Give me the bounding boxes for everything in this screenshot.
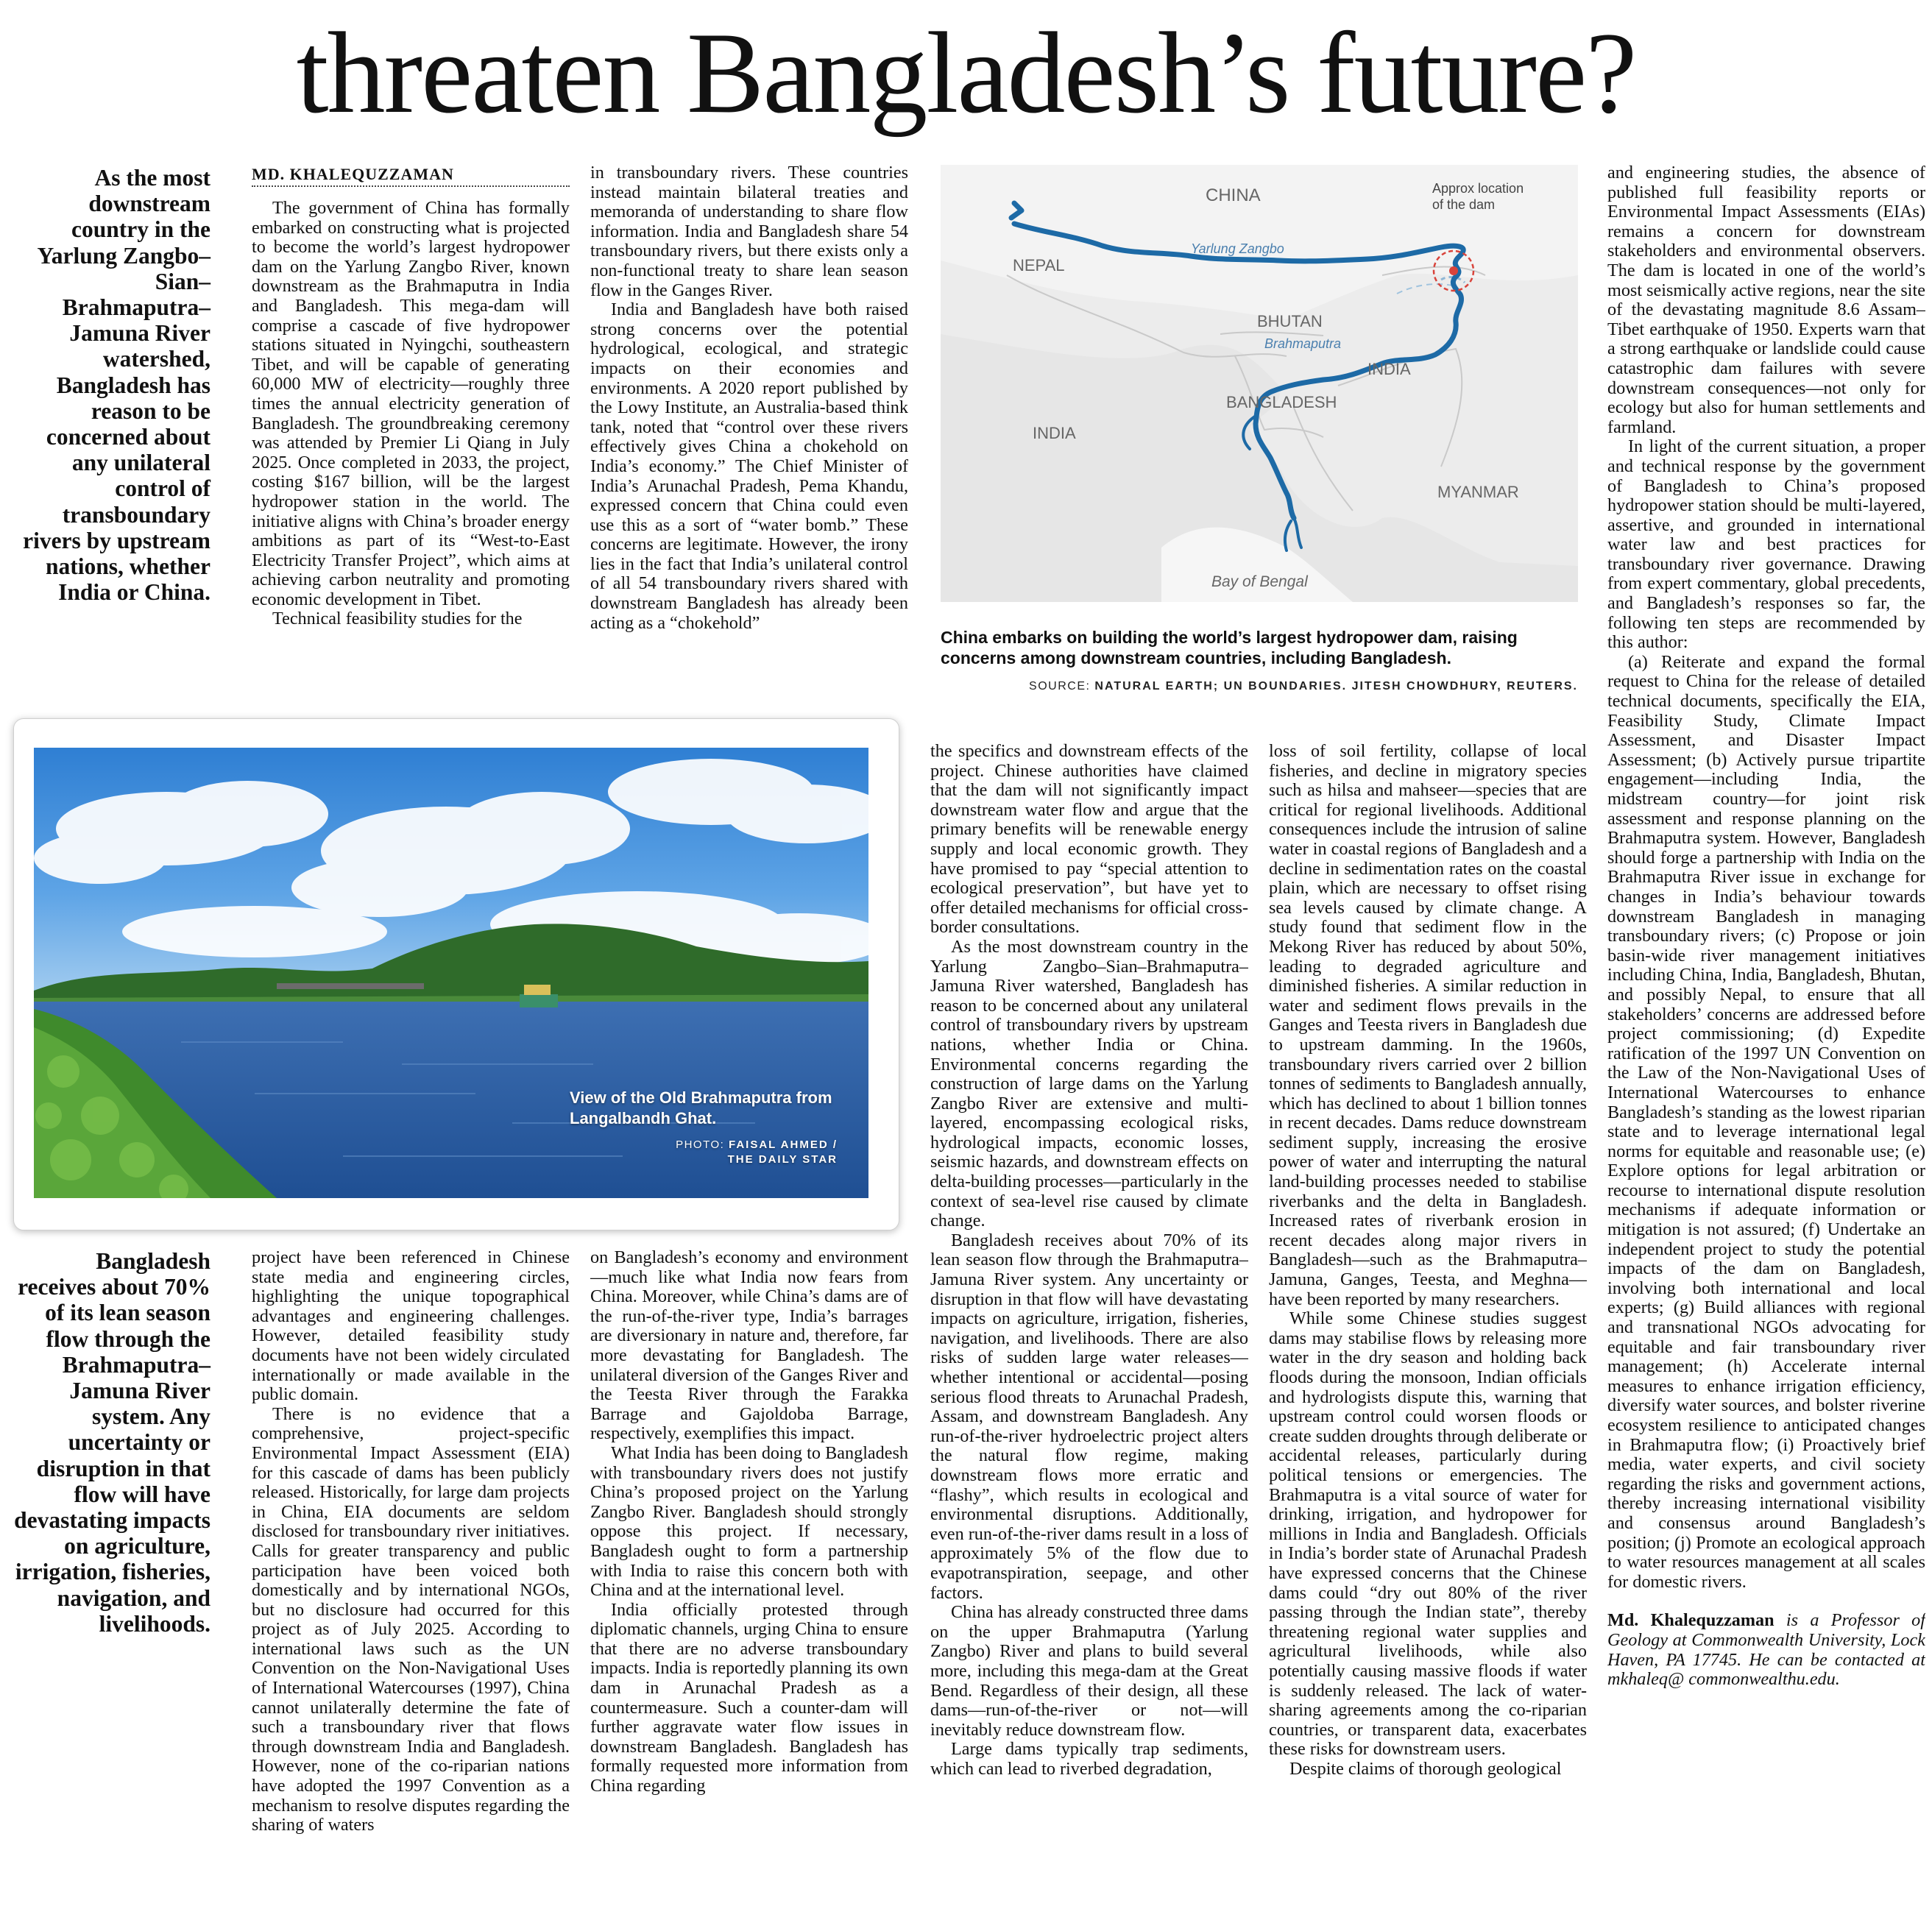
article-column-3 (930, 742, 1248, 1894)
author-bio-text: is a Professor of Geology at Commonwealth University, Lock Haven, PA 17745. He can be contacted at mkhaleq@ commonwealthu.edu. (1607, 1610, 1925, 1690)
river-photo (34, 748, 868, 1198)
map-label-myanmar: MYANMAR (1437, 483, 1519, 501)
map-label-india-east: INDIA (1367, 360, 1411, 378)
article-column-6 (252, 1248, 570, 1894)
photo-credit (570, 1138, 838, 1167)
paragraph: in transboundary rivers. These countries instead maintain bilateral treaties and memoranda of understanding to share flow information. India and Bangladesh share 54 transboundary rivers, but there exists only a non-functional treaty to share lean season flow in the Ganges River. (590, 163, 908, 300)
river-map (941, 165, 1578, 602)
paragraph: Despite claims of thorough geological (1289, 1758, 1562, 1779)
paragraph: Large dams typically trap sediments, which can lead to riverbed degradation, (930, 1739, 1248, 1779)
paragraph: While some Chinese studies suggest dams may stabilise flows by releasing more water in the dry season and holding back floods during the monsoon, Indian officials and hydrologists dispute this, warning that upstream control could worsen floods or create sudden droughts through deliberate or accidental releases, particularly during political tensions or emergencies. The Brahmaputra is a vital source of water for drinking, irrigation, and hydropower for millions in India and Bangladesh. Officials in India’s border state of Arunachal Pradesh have expressed concerns that the Chinese dams could “dry out 80% of the river passing through the Indian state”, thereby threatening regional water supplies and agricultural livelihoods, while also potentially causing massive floods if water is suddenly released. The lack of water-sharing agreements among the co-riparian countries, or transparent data, exacerbates these risks for downstream users. (1269, 1308, 1587, 1760)
photo-credit-name: FAISAL AHMED / (728, 1138, 838, 1151)
article-column-4 (1269, 742, 1587, 1894)
article-column-5 (1607, 163, 1925, 1894)
map-label-dam-note-1: Approx location (1432, 181, 1524, 196)
map-label-bay-of-bengal: Bay of Bengal (1211, 573, 1308, 590)
article-column-2 (590, 163, 908, 699)
paragraph: the specifics and downstream effects of the project. Chinese authorities have claimed that the dam will not significantly impact downstream water flow and argue that the primary benefits will be renewable energy supply and local economic growth. They have promised to pay “special attention to ecological preservation”, but have yet to offer detailed mechanisms for official cross-border consultations. (930, 742, 1248, 938)
photo-credit-outlet: THE DAILY STAR (727, 1153, 838, 1166)
paragraph: China has already constructed three dams on the upper Brahmaputra (Yarlung Zangbo) River and plans to build several more, including this mega-dam at the Great Bend. Regardless of their design, all these dams—run-of-the-river or not—will inevitably reduce downstream flow. (930, 1602, 1248, 1740)
pull-quote-top: As the most downstream country in the Yarlung Zangbo–Sian–Brahmaputra–Jamuna River watershed, Bangladesh has reason to be concerned about any unilateral control of transboundary rivers by upstream nations, whether India or China. (23, 165, 210, 606)
photo-caption: View of the Old Brahmaputra from Langalbandh Ghat. (570, 1088, 832, 1127)
map-label-bhutan: BHUTAN (1257, 312, 1323, 330)
paragraph: What India has been doing to Bangladesh with transboundary rivers does not justify China’s proposed project on the Yarlung Zangbo River. Bangladesh should strongly oppose this project. If necessary, Bangladesh ought to form a partnership with India to raise this concern both with China and at the international level. (590, 1442, 908, 1601)
paragraph: Bangladesh receives about 70% of its lean season flow through the Brahmaputra–Jamuna River system. Any uncertainty or disruption in that flow will have devastating impacts on agriculture, irrigation, fisheries, navigation, and livelihoods. There are also risks of sudden large water releases—whether intentional or accidental—posing serious flood threats to Arunachal Pradesh, Assam, and downstream Bangladesh. Any run-of-the-river hydroelectric project alters the natural flow regime, making downstream flows more erratic and “flashy”, which results in ecological and environmental disruptions. Additionally, even run-of-the-river dams result in a loss of approximately 5% of the flow due to evapotranspiration, seepage, and other factors. (930, 1230, 1248, 1603)
map-label-nepal: NEPAL (1013, 256, 1065, 275)
author-bio (1607, 1611, 1925, 1689)
paragraph: (a) Reiterate and expand the formal request to China for the release of detailed technical documents, specifically the EIA, Feasibility Study, Climate Impact Assessment, and Disaster Impact Assessment; (b) Actively pursue tripartite engagement—including India, the midstream country—for joint risk assessment and response planning on the Brahmaputra system. However, Bangladesh should forge a partnership with India on the Brahmaputra River issue in exchange for changes in India’s behaviour towards downstream Bangladesh in managing transboundary rivers; (c) Propose or join basin-wide river management initiatives including China, India, Bangladesh, Bhutan, and possibly Nepal, to ensure that all stakeholders’ concerns are addressed before project commissioning; (d) Expedite ratification of the 1997 UN Convention on the Law of the Non-Navigational Uses of International Watercourses to enhance Bangladesh’s standing as the lowest riparian state and to leverage international legal norms for equitable and reasonable use; (e) Explore options for legal arbitration or recourse to international dispute resolution mechanisms if adequate information or mitigation is not assured; (f) Undertake an independent project to study the potential impacts of the dam on Bangladesh, involving both international and local experts; (g) Build alliances with regional and transnational NGOs advocating for equitable and fair transboundary river management; (h) Accelerate internal measures to enhance irrigation efficiency, diversify water sources, and bolster riverine ecosystem resilience to anticipated changes in Brahmaputra flow; (i) Proactively brief media, water experts, and civil society regarding the risks and government actions, thereby increasing international visibility and consensus around Bangladesh’s position; (j) Promote an ecological approach to water resources management at all scales for domestic rivers. (1607, 651, 1925, 1592)
paragraph: The government of China has formally embarked on constructing what is projected to become the world’s largest hydropower dam on the Yarlung Zangbo River, known downstream as the Brahmaputra in India and Bangladesh. This mega-dam will comprise a cascade of five hydropower stations situated in Nyingchi, southeastern Tibet, and will be capable of generating 60,000 MW of electricity—roughly three times the annual electricity generation of Bangladesh. The groundbreaking ceremony was attended by Premier Li Qiang in July 2025. Once completed in 2033, the project, costing $167 billion, will be the largest hydropower station in the world. The initiative aligns with China’s broader energy ambitions as part of its “West-to-East Electricity Transfer Project”, which aims at achieving carbon neutrality and promoting economic development in Tibet. (252, 199, 570, 609)
paragraph: As the most downstream country in the Yarlung Zangbo–Sian–Brahmaputra–Jamuna River watershed, Bangladesh has reason to be concerned about any unilateral control of transboundary rivers by upstream nations, whether India or China. Environmental concerns regarding the construction of large dams on the Yarlung Zangbo River are extensive and multi-layered, encompassing ecological risks, hydrological impacts, economic losses, seismic hazards, and downstream effects on delta-building processes—particularly in the context of sea-level rise caused by climate change. (930, 936, 1248, 1231)
pull-quote-bottom: Bangladesh receives about 70% of its lean season flow through the Brahmaputra–Jamuna River system. Any uncertainty or disruption in that flow will have devastating impacts on agriculture, irrigation, fisheries, navigation, and livelihoods. (14, 1248, 210, 1637)
map-graphic (941, 165, 1578, 602)
map-label-india-west: INDIA (1033, 424, 1076, 442)
author-name: Md. Khalequzzaman (1607, 1610, 1774, 1631)
paragraph: on Bangladesh’s economy and environment—much like what India now fears from China. Moreover, while China’s dams are of the run-of-the-river type, India’s barrages are diversionary in nature and, therefore, far more devastating for Bangladesh. The unilateral diversion of the Ganges River and the Teesta River through the Farakka Barrage and Gajoldoba Barrage, respectively, exemplifies this impact. (590, 1248, 908, 1444)
paragraph: and engineering studies, the absence of published full feasibility reports or Environmental Impact Assessments (EIAs) remains a concern for downstream stakeholders and environmental observers. The dam is located in one of the world’s most seismically active regions, near the site of the devastating magnitude 8.6 Assam–Tibet earthquake of 1950. Experts warn that a strong earthquake or landslide could cause catastrophic dam failures with severe downstream consequences—not only for ecology but also for human settlements and farmland. (1607, 163, 1925, 437)
map-label-bangladesh: BANGLADESH (1226, 393, 1337, 411)
article-column-7 (590, 1248, 908, 1894)
map-caption: China embarks on building the world’s largest hydropower dam, raising concerns among downstream countries, including Bangladesh. (941, 628, 1518, 667)
paragraph: India and Bangladesh have both raised strong concerns over the potential hydrological, ecological, and strategic impacts on their economies and environments. A 2020 report published by the Lowy Institute, an Australia-based think tank, noted that “control over these rivers effectively gives China a chokehold on India’s economy.” The Chief Minister of India’s Arunachal Pradesh, Pema Khandu, expressed concern that China could even use this as a sort of “water bomb.” These concerns are legitimate. However, the irony lies in the fact that India’s unilateral control of all 54 transboundary rivers shared with downstream Bangladesh has already been acting as a “chokehold” (590, 300, 908, 633)
article-column-1 (252, 199, 570, 699)
map-label-dam-note-2: of the dam (1432, 197, 1496, 212)
paragraph: Technical feasibility studies for the (272, 609, 523, 629)
photo-credit-prefix: PHOTO: (676, 1138, 725, 1151)
paragraph: project have been referenced in Chinese state media and engineering circles, highlighting the unique topographical advantages and engineering challenges. However, detailed feasibility study documents have not been widely circulated internationally or made available in the public domain. (252, 1248, 570, 1405)
map-label-brahmaputra: Brahmaputra (1264, 336, 1342, 351)
map-label-china: CHINA (1206, 185, 1261, 205)
byline: MD. KHALEQUZZAMAN (252, 163, 570, 187)
paragraph: India officially protested through diplomatic channels, urging China to ensure that there are no adverse transboundary impacts. India is reportedly planning its own dam in Arunachal Pradesh as a countermeasure. Such a counter-dam will further aggravate water flow issues in downstream Bangladesh. Bangladesh has formally requested more information from China regarding (590, 1599, 908, 1796)
map-label-yarlung: Yarlung Zangbo (1191, 241, 1284, 256)
paragraph: loss of soil fertility, collapse of local fisheries, and decline in migratory species such as hilsa and mahseer—species that are critical for regional livelihoods. Additional consequences include the intrusion of saline water in coastal regions of Bangladesh and a decline in sedimentation rates on the coastal plain, which are necessary to offset rising sea levels caused by climate change. A study found that sediment flow in the Mekong River has reduced by about 50%, leading to degraded agriculture and diminished fisheries. A similar reduction in water and sediment flows prevails in the Ganges and Teesta rivers in Bangladesh due to upstream damming. In the 1960s, transboundary rivers carried over 2 billion tonnes of sediments to Bangladesh annually, which has declined to about 1 billion tonnes in recent decades. Dams reduce downstream sediment supply, increasing the erosive power of water and interrupting the natural land-building processes needed to stabilise riverbanks and the delta in Bangladesh. Increased rates of riverbank erosion in recent decades along major rivers in Bangladesh—such as the Brahmaputra–Jamuna, Ganges, Teesta, and Meghna—have been reported by many researchers. (1269, 742, 1587, 1309)
map-source-text: NATURAL EARTH; UN BOUNDARIES. JITESH CHOWDHURY, REUTERS. (1094, 680, 1578, 693)
paragraph: There is no evidence that a comprehensive, project-specific Environmental Impact Assessment (EIA) for this cascade of dams has been publicly released. Historically, for large dam projects in China, EIA documents are seldom disclosed for transboundary river initiatives. Calls for greater transparency and public participation have been voiced both domestically and by international NGOs, but no disclosure had occurred for this project as of July 2025. According to international laws such as the UN Convention on the Non-Navigational Uses of International Watercourses (1997), China cannot unilaterally determine the fate of such a transboundary river that flows through downstream India and Bangladesh. However, none of the co-riparian nations have adopted the 1997 Convention as a mechanism to resolve disputes regarding the sharing of waters (252, 1403, 570, 1835)
map-source-prefix: SOURCE: (1029, 680, 1091, 693)
headline: threaten Bangladesh’s future? (296, 9, 1636, 138)
river-photo-graphic (34, 748, 868, 1198)
map-source (941, 680, 1578, 693)
paragraph: In light of the current situation, a proper and technical response by the government of Bangladesh to China’s proposed hydropower station should be multi-layered, assertive, and grounded in international water law and best practices for transboundary river governance. Drawing from expert commentary, global precedents, and Bangladesh’s responses so far, the following ten steps are recommended by this author: (1607, 436, 1925, 653)
